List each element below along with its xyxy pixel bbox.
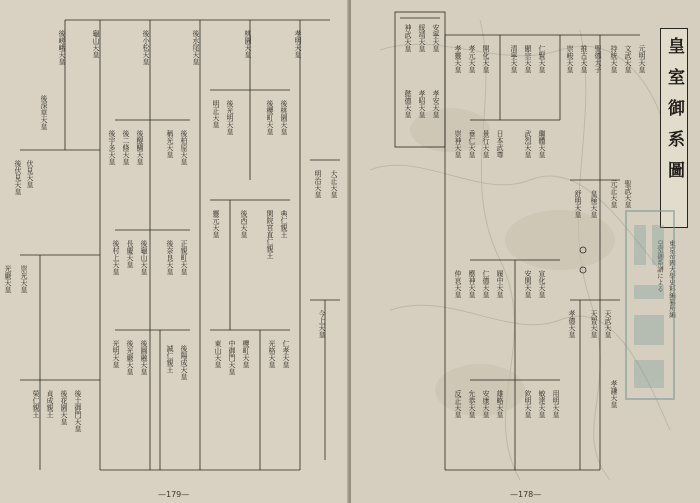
right-col-38: 天武天皇 — [604, 310, 612, 338]
left-col-3: 後伏見天皇 — [14, 160, 22, 195]
author-line-1: 東京帝國大學史料編纂所編 — [668, 240, 676, 318]
left-col-37: 後桃園天皇 — [280, 100, 288, 135]
left-col-40: 光格天皇 — [268, 340, 276, 368]
right-col-16: 履中天皇 — [496, 270, 504, 298]
right-col-2: 安寧天皇 — [432, 24, 440, 52]
right-col-17: 反正天皇 — [454, 390, 462, 418]
right-col-20: 雄略天皇 — [496, 390, 504, 418]
left-col-23: 後奈良天皇 — [166, 240, 174, 275]
right-col-39: 持統天皇 — [610, 45, 618, 73]
left-col-18: 後光嚴天皇 — [126, 340, 134, 375]
left-col-16: 後龜山天皇 — [140, 240, 148, 275]
book-title: 皇室御系圖 — [664, 37, 684, 192]
right-col-3: 懿德天皇 — [404, 90, 412, 118]
right-col-32: 推古天皇 — [580, 45, 588, 73]
right-col-24: 武烈天皇 — [524, 130, 532, 158]
author-line-2: 皇室御系譜による — [656, 240, 664, 292]
left-col-42: 孝明天皇 — [294, 30, 302, 58]
right-col-29: 敏達天皇 — [538, 390, 546, 418]
left-col-13: 後醍醐天皇 — [136, 130, 144, 165]
left-col-17: 光明天皇 — [112, 340, 120, 368]
right-col-43: 聖武天皇 — [624, 180, 632, 208]
right-col-21: 清寧天皇 — [510, 45, 518, 73]
left-col-22: 後柏原天皇 — [180, 130, 188, 165]
left-col-44: 大正天皇 — [330, 170, 338, 198]
left-col-7: 貞成親王 — [46, 390, 54, 418]
left-col-14: 後村上天皇 — [112, 240, 120, 275]
right-col-31: 崇峻天皇 — [566, 45, 574, 73]
left-col-10: 龜山天皇 — [92, 30, 100, 58]
right-col-1: 綏靖天皇 — [418, 24, 426, 52]
right-col-22: 顯宗天皇 — [524, 45, 532, 73]
right-col-5: 孝安天皇 — [432, 90, 440, 118]
title-frame — [660, 28, 688, 228]
right-col-6: 孝靈天皇 — [454, 45, 462, 73]
left-col-12: 後二條天皇 — [122, 130, 130, 165]
right-col-8: 開化天皇 — [482, 45, 490, 73]
right-col-34: 舒明天皇 — [574, 190, 582, 218]
left-col-20: 後小松天皇 — [142, 30, 150, 65]
left-col-28: 明正天皇 — [212, 100, 220, 128]
left-col-39: 典仁親王 — [280, 210, 288, 238]
right-col-35: 皇極天皇 — [590, 190, 598, 218]
left-col-4: 光嚴天皇 — [4, 265, 12, 293]
left-col-19: 後圓融天皇 — [140, 340, 148, 375]
right-col-10: 垂仁天皇 — [468, 130, 476, 158]
right-col-11: 景行天皇 — [482, 130, 490, 158]
right-col-40: 文武天皇 — [624, 45, 632, 73]
left-col-35: 桃園天皇 — [244, 30, 252, 58]
right-col-37: 天智天皇 — [590, 310, 598, 338]
right-page-number: —178— — [510, 490, 542, 499]
left-col-2: 伏見天皇 — [26, 160, 34, 188]
right-col-12: 日本武尊 — [496, 130, 504, 158]
left-col-15: 長慶天皇 — [126, 240, 134, 268]
left-col-5: 崇光天皇 — [20, 265, 28, 293]
right-col-33: 聖德太子 — [594, 45, 602, 73]
left-col-1: 後深草天皇 — [40, 95, 48, 130]
left-col-36: 後櫻町天皇 — [266, 100, 274, 135]
left-col-27: 後水尾天皇 — [192, 30, 200, 65]
right-col-28: 欽明天皇 — [524, 390, 532, 418]
right-col-23: 仁賢天皇 — [538, 45, 546, 73]
left-col-21: 稱光天皇 — [166, 130, 174, 158]
left-col-34: 櫻町天皇 — [242, 340, 250, 368]
left-col-31: 靈元天皇 — [212, 210, 220, 238]
right-col-41: 元明天皇 — [638, 45, 646, 73]
right-col-42: 元正天皇 — [610, 180, 618, 208]
right-col-14: 應神天皇 — [468, 270, 476, 298]
left-col-30: 後西天皇 — [240, 210, 248, 238]
left-col-32: 東山天皇 — [214, 340, 222, 368]
right-col-9: 崇神天皇 — [454, 130, 462, 158]
left-col-26: 後陽成天皇 — [180, 345, 188, 380]
left-col-43: 明治天皇 — [314, 170, 322, 198]
left-col-29: 後光明天皇 — [226, 100, 234, 135]
left-col-33: 中御門天皇 — [228, 340, 236, 375]
right-col-0: 神武天皇 — [404, 24, 412, 52]
left-col-24: 正親町天皇 — [180, 240, 188, 275]
left-col-25: 誠仁親王 — [166, 345, 174, 373]
right-col-15: 仁德天皇 — [482, 270, 490, 298]
right-col-26: 安閑天皇 — [524, 270, 532, 298]
left-col-45: 今上天皇 — [318, 310, 326, 338]
left-col-9: 後土御門天皇 — [74, 390, 82, 432]
right-col-7: 孝元天皇 — [468, 45, 476, 73]
right-col-30: 用明天皇 — [552, 390, 560, 418]
left-page-number: —179— — [158, 490, 190, 499]
left-col-41: 仁孝天皇 — [282, 340, 290, 368]
left-col-6: 榮仁親王 — [32, 390, 40, 418]
right-col-18: 允恭天皇 — [468, 390, 476, 418]
right-col-25: 繼體天皇 — [538, 130, 546, 158]
right-col-19: 安康天皇 — [482, 390, 490, 418]
left-col-11: 後宇多天皇 — [108, 130, 116, 165]
left-col-0: 後嵯峨天皇 — [58, 30, 66, 65]
left-col-8: 後花園天皇 — [60, 390, 68, 425]
right-col-27: 宣化天皇 — [538, 270, 546, 298]
left-col-38: 閑院宮直仁親王 — [266, 210, 274, 259]
right-col-13: 仲哀天皇 — [454, 270, 462, 298]
right-col-44: 孝謙天皇 — [610, 380, 618, 408]
library-stamp-image — [622, 205, 678, 405]
right-col-36: 孝德天皇 — [568, 310, 576, 338]
right-col-4: 孝昭天皇 — [418, 90, 426, 118]
